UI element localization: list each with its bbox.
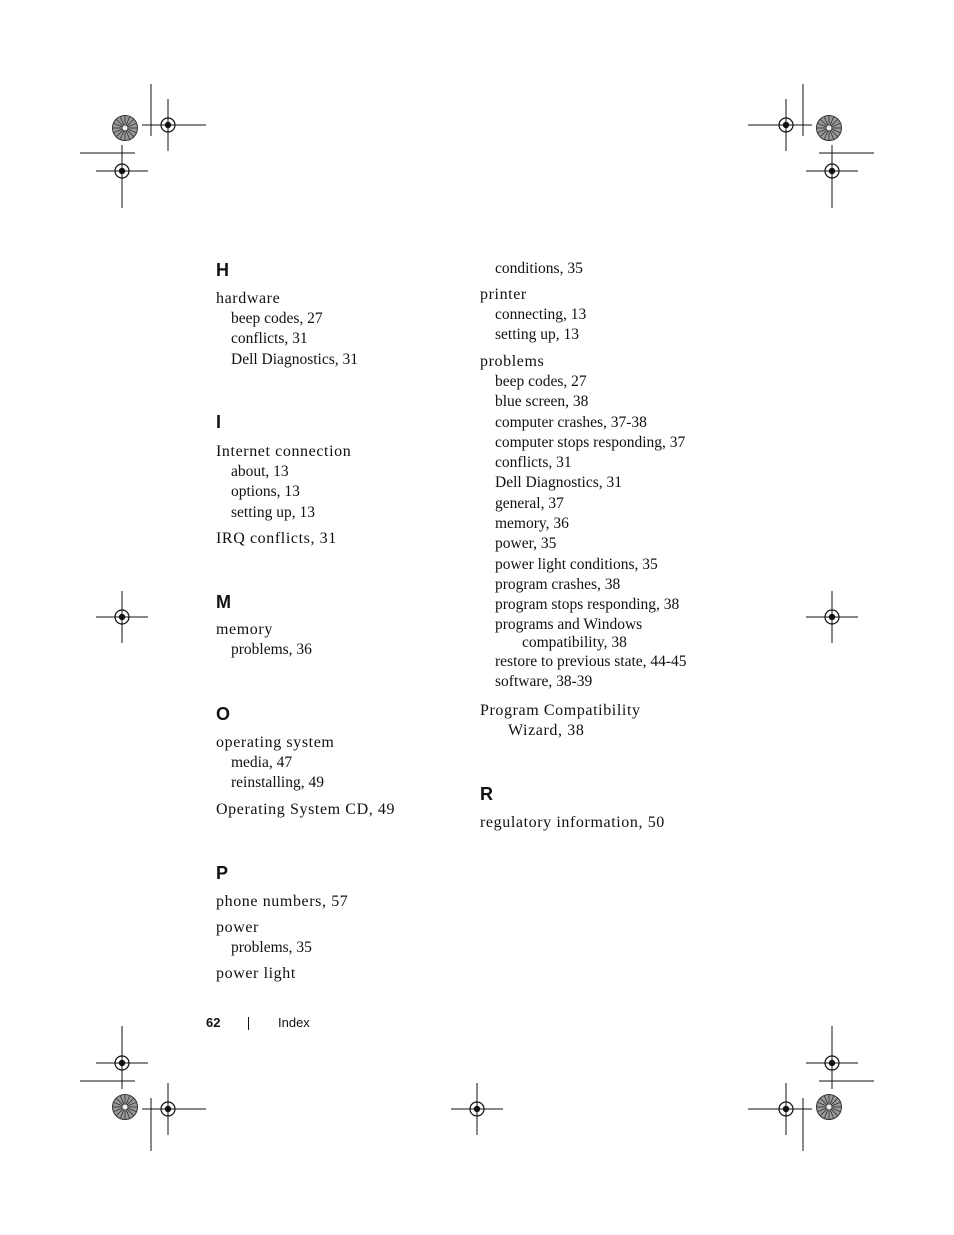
- index-term: phone numbers, 57: [216, 893, 349, 910]
- index-subterm: Dell Diagnostics, 31: [495, 474, 622, 492]
- index-subterm: computer crashes, 37-38: [495, 413, 647, 431]
- index-subterm: memory, 36: [495, 515, 569, 533]
- index-section-m: [216, 590, 476, 660]
- index-term: problems: [480, 353, 545, 370]
- index-subterm: conflicts, 31: [231, 330, 308, 348]
- index-subterm: reinstalling, 49: [231, 774, 324, 792]
- page-number: 62: [206, 1015, 221, 1030]
- crop-mark-middle-right: [806, 591, 858, 643]
- index-term: IRQ conflicts, 31: [216, 529, 337, 547]
- footer-divider: [248, 1017, 249, 1030]
- index-term: hardware: [216, 290, 281, 307]
- index-section-r: [480, 782, 740, 833]
- index-subterm: beep codes, 27: [495, 373, 587, 390]
- index-entry-regulatory-information: [480, 813, 740, 833]
- index-subterm: restore to previous state, 44-45: [495, 652, 687, 670]
- crop-mark-middle-left: [96, 591, 148, 643]
- index-entry-problems: [480, 352, 740, 692]
- index-entry-program-compatibility-wizard: [480, 701, 740, 741]
- crop-mark-bottom-right: [748, 1026, 874, 1151]
- index-entry-memory: [216, 620, 476, 660]
- index-subterm: general, 37: [495, 494, 564, 512]
- index-subterm: problems, 35: [231, 939, 312, 956]
- index-term: Operating System CD, 49: [216, 800, 396, 818]
- crop-mark-top-left: [80, 84, 206, 208]
- index-section-i: [216, 410, 476, 549]
- index-term: power light: [216, 965, 296, 983]
- index-subterm-continued: compatibility, 38: [522, 633, 627, 651]
- index-entry-internet-connection: [216, 442, 476, 523]
- index-subterm: Dell Diagnostics, 31: [231, 350, 358, 368]
- page-footer: [0, 1015, 954, 1035]
- index-term: regulatory information, 50: [480, 814, 665, 831]
- footer-section-title: Index: [278, 1015, 310, 1030]
- section-letter: P: [216, 863, 229, 883]
- index-subterm: program stops responding, 38: [495, 596, 680, 614]
- section-letter: I: [216, 412, 222, 432]
- section-letter: R: [480, 784, 493, 804]
- index-entry-power-light-continued: [480, 259, 740, 279]
- index-subterm: problems, 36: [231, 641, 312, 658]
- index-term: Internet connection: [216, 443, 352, 460]
- index-subterm: software, 38-39: [495, 672, 593, 690]
- index-subterm: conflicts, 31: [495, 454, 572, 472]
- index-term: memory: [216, 621, 273, 638]
- index-section-p: [216, 861, 476, 984]
- crop-mark-top-right: [748, 84, 874, 208]
- index-entry-irq-conflicts: [216, 529, 476, 549]
- index-subterm: connecting, 13: [495, 306, 587, 323]
- section-letter: O: [216, 704, 231, 724]
- index-section-h: [216, 258, 476, 370]
- index-subterm: power light conditions, 35: [495, 555, 658, 573]
- index-subterm: setting up, 13: [495, 326, 579, 344]
- index-term: printer: [480, 286, 527, 303]
- section-letter: H: [216, 260, 229, 280]
- index-subterm: programs and Windows: [495, 615, 643, 633]
- index-entry-operating-system: [216, 733, 476, 794]
- index-term-continued: Wizard, 38: [508, 722, 585, 739]
- index-subterm: conditions, 35: [495, 260, 583, 277]
- index-subterm: options, 13: [231, 483, 300, 501]
- index-section-o: [216, 702, 476, 820]
- index-entry-power-light: [216, 964, 476, 984]
- index-subterm: program crashes, 38: [495, 575, 621, 593]
- index-term: power: [216, 919, 259, 936]
- crop-mark-bottom-center: [451, 1083, 503, 1135]
- section-letter: M: [216, 592, 231, 612]
- index-subterm: power, 35: [495, 535, 557, 553]
- index-subterm: media, 47: [231, 754, 293, 771]
- index-entry-hardware: [216, 289, 476, 370]
- index-subterm: blue screen, 38: [495, 393, 589, 411]
- index-subterm: computer stops responding, 37: [495, 433, 686, 451]
- crop-mark-bottom-left: [80, 1026, 206, 1151]
- index-entry-power: [216, 918, 476, 958]
- index-term: Program Compatibility: [480, 702, 641, 719]
- index-entry-phone-numbers: [216, 892, 476, 912]
- index-term: operating system: [216, 734, 335, 751]
- index-entry-printer: [480, 285, 740, 346]
- index-subterm: beep codes, 27: [231, 310, 323, 327]
- index-subterm: setting up, 13: [231, 503, 315, 521]
- index-subterm: about, 13: [231, 463, 289, 480]
- index-entry-operating-system-cd: [216, 800, 476, 820]
